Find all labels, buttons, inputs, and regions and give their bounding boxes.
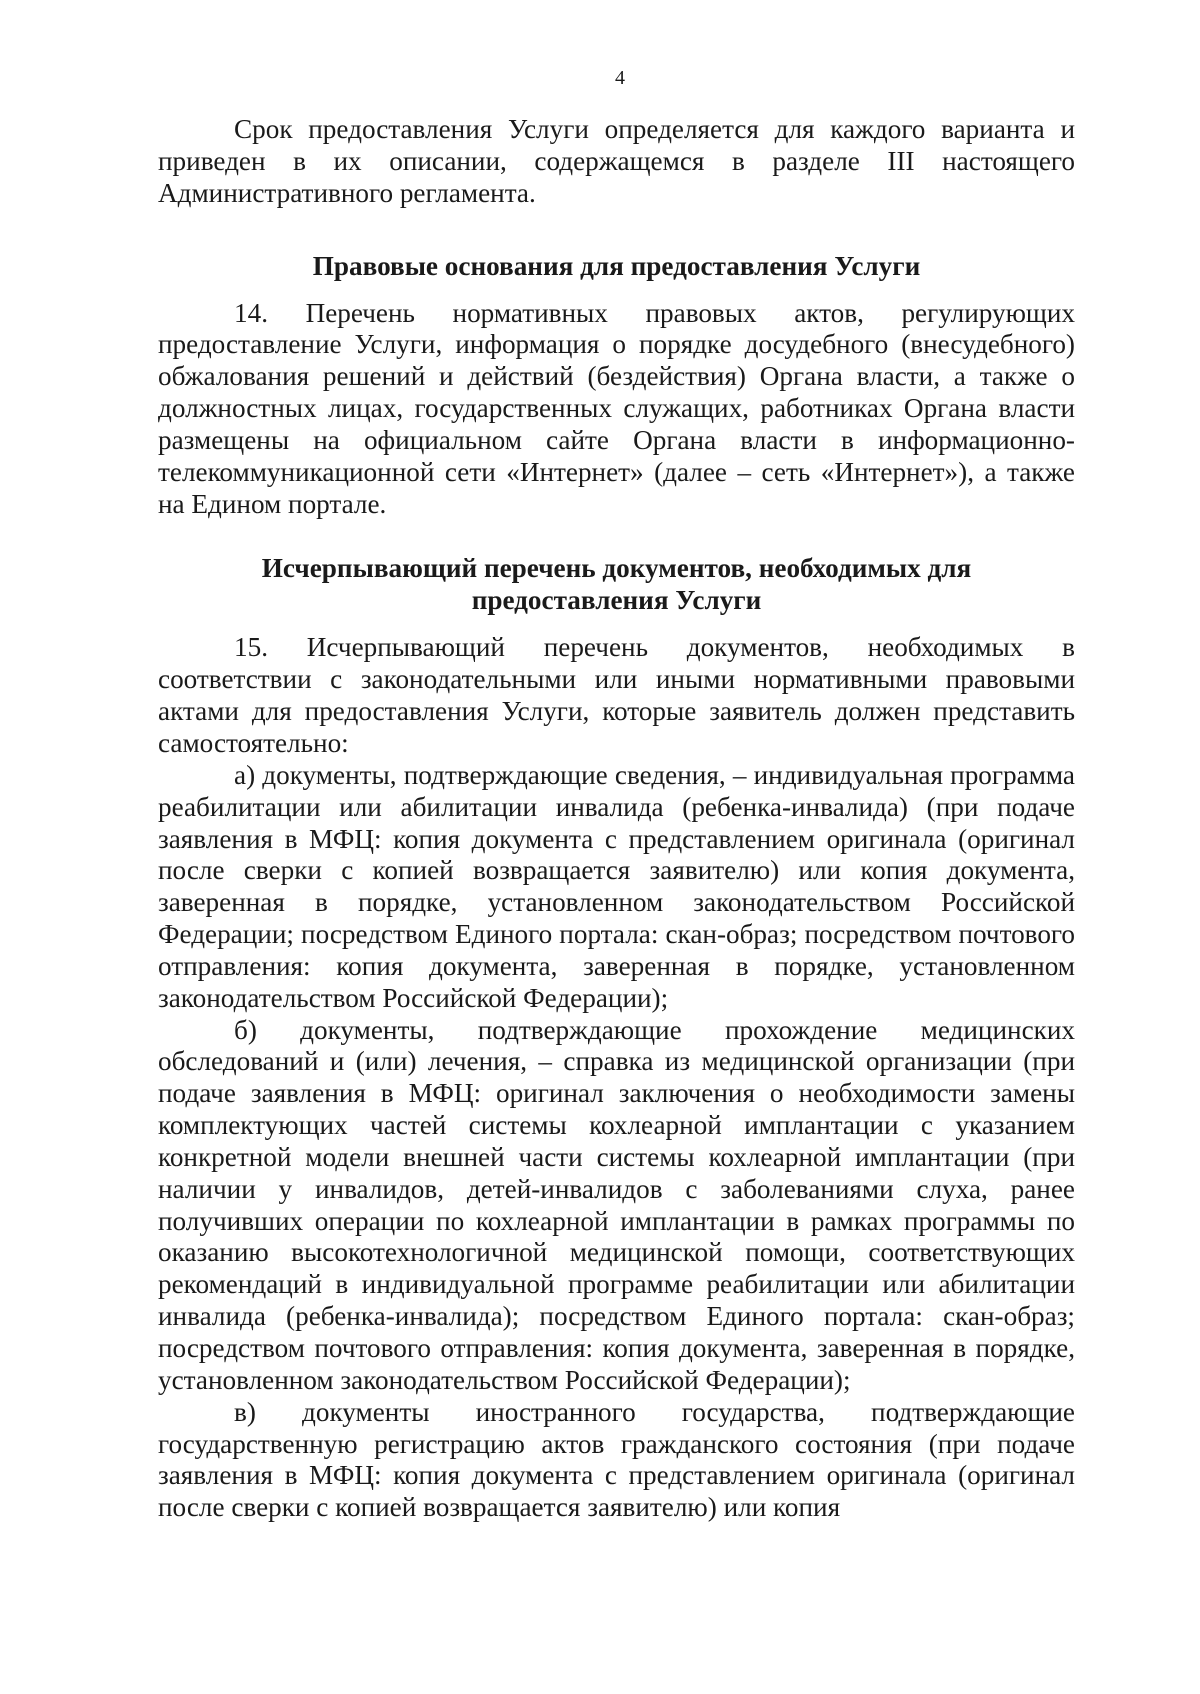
spacer: [158, 520, 1075, 552]
list-item-a: а) документы, подтверждающие сведения, – индивидуальная программа реабилитации или абилитации инвалида (ребенка-инвалида) (при подаче заявления в МФЦ: копия документа с представлением оригинала (оригинал после сверки с копией возвращается заявителю) или копия документа, заверенная в порядке, установленном законодательством Российской Федерации; посредством Единого портала: скан-образ; посредством почтового отправления: копия документа, заверенная в порядке, установленном законодательством Российской Федерации);: [158, 759, 1075, 1013]
document-body: [158, 114, 1075, 1524]
paragraph-service-term: Срок предоставления Услуги определяется для каждого варианта и приведен в их описании, содержащемся в разделе III настоящего Административного регламента.: [158, 114, 1075, 208]
heading-documents-line1: Исчерпывающий перечень документов, необходимых для: [261, 553, 972, 584]
spacer: [158, 282, 1075, 298]
list-item-c: в) документы иностранного государства, подтверждающие государственную регистрацию актов гражданского состояния (при подаче заявления в МФЦ: копия документа с представлением оригинала (оригинал после сверки с копией возвращается заявителю) или копия: [158, 1396, 1075, 1523]
paragraph-14: 14. Перечень нормативных правовых актов, регулирующих предоставление Услуги, информация о порядке досудебного (внесудебного) обжалования решений и действий (бездействия) Органа власти, а также о должностных лицах, государственных служащих, работниках Органа власти размещены на официальном сайте Органа власти в информационно-телекоммуникационной сети «Интернет» (далее – сеть «Интернет»), а также на Едином портале.: [158, 297, 1075, 519]
heading-documents: [158, 552, 1075, 616]
spacer: [158, 616, 1075, 632]
paragraph-15: 15. Исчерпывающий перечень документов, необходимых в соответствии с законодательными или иными нормативными правовыми актами для предоставления Услуги, которые заявитель должен представить самостоятельно:: [158, 632, 1075, 758]
heading-documents-line2: предоставления Услуги: [471, 585, 762, 616]
heading-legal-basis: Правовые основания для предоставления Услуги: [312, 250, 921, 281]
page-number: 4: [615, 67, 625, 89]
list-item-b: б) документы, подтверждающие прохождение медицинских обследований и (или) лечения, – справка из медицинской организации (при подаче заявления в МФЦ: оригинал заключения о необходимости замены комплектующих частей системы кохлеарной имплантации с указанием конкретной модели внешней части системы кохлеарной имплантации (при наличии у инвалидов, детей-инвалидов с заболеваниями слуха, ранее получивших операции по кохлеарной имплантации в рамках программы по оказанию высокотехнологичной медицинской помощи, соответствующих рекомендаций в индивидуальной программе реабилитации или абилитации инвалида (ребенка-инвалида); посредством Единого портала: скан-образ; посредством почтового отправления: копия документа, заверенная в порядке, установленном законодательством Российской Федерации);: [158, 1014, 1075, 1395]
spacer: [158, 210, 1075, 250]
